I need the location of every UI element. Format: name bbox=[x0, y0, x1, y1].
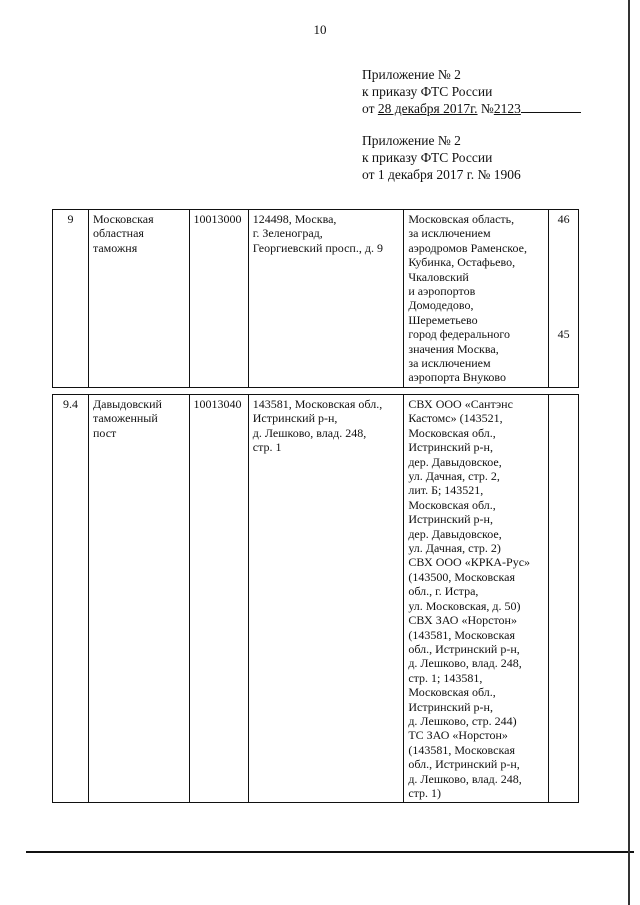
text-line: Московская обл., bbox=[408, 685, 496, 700]
appendix-order-ref: к приказу ФТС России bbox=[362, 150, 493, 165]
table-row bbox=[53, 395, 579, 803]
customs-name bbox=[88, 210, 189, 388]
text-line: Московская область, bbox=[408, 212, 515, 226]
customs-name bbox=[88, 395, 189, 803]
bottom-divider bbox=[26, 851, 634, 853]
underline-blank bbox=[521, 102, 581, 113]
text-line: Кубинка, Остафьево, bbox=[408, 255, 516, 270]
value-45: 45 bbox=[557, 327, 570, 341]
scan-edge bbox=[628, 0, 630, 905]
text-line: д. Лешково, влад. 248, bbox=[252, 425, 367, 440]
region-values bbox=[549, 210, 579, 388]
order-date: 28 декабря 2017г. bbox=[377, 101, 478, 116]
text-line: СВХ ООО «Сантэнс bbox=[408, 397, 513, 411]
text-line: Кастомс» (143521, bbox=[408, 411, 503, 426]
order-no-label: № bbox=[480, 101, 494, 116]
table-row bbox=[53, 210, 579, 388]
customs-table-davydovsky bbox=[52, 394, 579, 803]
text-line: и аэропортов bbox=[408, 284, 476, 299]
text-line: областная bbox=[92, 226, 144, 241]
customs-code: 10013000 bbox=[189, 210, 248, 388]
text-line: ул. Дачная, стр. 2) bbox=[408, 541, 501, 556]
text-line: стр. 1) bbox=[408, 785, 442, 800]
text-line: город федерального bbox=[408, 327, 511, 342]
text-line: д. Лешково, влад. 248, bbox=[408, 771, 522, 786]
text-line: стр. 1; 143581, bbox=[408, 670, 483, 685]
text-line: Истринский р-н, bbox=[408, 699, 493, 714]
text-line: ул. Дачная, стр. 2, bbox=[408, 469, 500, 484]
text-line: Чкаловский bbox=[408, 269, 469, 284]
text-line: обл., Истринский р-н, bbox=[408, 757, 520, 772]
date-prefix: от bbox=[362, 101, 375, 116]
appendix-title: Приложение № 2 bbox=[362, 67, 461, 82]
row-number: 9 bbox=[53, 210, 89, 388]
text-line: г. Зеленоград, bbox=[252, 226, 323, 241]
appendix-order-date: от 1 декабря 2017 г. № 1906 bbox=[362, 167, 521, 182]
text-line: Домодедово, bbox=[408, 298, 474, 313]
text-line: ул. Московская, д. 50) bbox=[408, 598, 521, 613]
text-line: Шереметьево bbox=[408, 312, 478, 327]
appendix-title: Приложение № 2 bbox=[362, 133, 461, 148]
text-line: 143581, Московская обл., bbox=[252, 397, 383, 411]
text-line: СВХ ЗАО «Норстон» bbox=[408, 613, 517, 628]
customs-table-moscow-region bbox=[52, 209, 579, 388]
text-line: за исключением bbox=[408, 356, 491, 371]
text-line: д. Лешково, стр. 244) bbox=[408, 713, 517, 728]
text-line: таможенный bbox=[92, 411, 158, 426]
page-number: 10 bbox=[313, 22, 327, 37]
text-line: (143581, Московская bbox=[408, 742, 515, 757]
customs-address bbox=[248, 210, 404, 388]
text-line: (143500, Московская bbox=[408, 569, 515, 584]
text-line: Московская обл., bbox=[408, 497, 496, 512]
order-number: 2123 bbox=[493, 101, 521, 116]
text-line: Георгиевский просп., д. 9 bbox=[252, 240, 383, 255]
text-line: 124498, Москва, bbox=[252, 212, 337, 226]
region-values-empty bbox=[549, 395, 579, 803]
text-line: обл., Истринский р-н, bbox=[408, 641, 520, 656]
appendix-header-old bbox=[362, 132, 521, 183]
appendix-order-ref: к приказу ФТС России bbox=[362, 84, 493, 99]
text-line: стр. 1 bbox=[252, 440, 282, 455]
appendix-order-date bbox=[362, 100, 581, 117]
text-line: таможня bbox=[92, 240, 138, 255]
text-line: аэродромов Раменское, bbox=[408, 240, 527, 255]
text-line: обл., г. Истра, bbox=[408, 584, 479, 599]
text-line: дер. Давыдовское, bbox=[408, 454, 502, 469]
customs-address bbox=[248, 395, 404, 803]
text-line: аэропорта Внуково bbox=[408, 370, 507, 385]
customs-code: 10013040 bbox=[189, 395, 248, 803]
appendix-header-new bbox=[362, 66, 581, 117]
customs-region bbox=[404, 395, 549, 803]
customs-region bbox=[404, 210, 549, 388]
text-line: Московская обл., bbox=[408, 425, 496, 440]
text-line: Давыдовский bbox=[92, 397, 162, 411]
text-line: пост bbox=[92, 425, 117, 440]
text-line: (143581, Московская bbox=[408, 627, 515, 642]
text-line: Истринский р-н, bbox=[252, 411, 338, 426]
value-stack bbox=[553, 212, 574, 327]
text-line: Истринский р-н, bbox=[408, 440, 493, 455]
text-line: д. Лешково, влад. 248, bbox=[408, 656, 522, 671]
text-line: за исключением bbox=[408, 226, 491, 241]
value-46: 46 bbox=[557, 212, 570, 226]
text-line: ТС ЗАО «Норстон» bbox=[408, 728, 508, 743]
text-line: лит. Б; 143521, bbox=[408, 483, 484, 498]
text-line: значения Москва, bbox=[408, 341, 499, 356]
row-number: 9.4 bbox=[53, 395, 89, 803]
text-line: Московская bbox=[92, 212, 154, 226]
text-line: дер. Давыдовское, bbox=[408, 526, 502, 541]
text-line: СВХ ООО «КРКА-Рус» bbox=[408, 555, 531, 570]
text-line: Истринский р-н, bbox=[408, 512, 493, 527]
